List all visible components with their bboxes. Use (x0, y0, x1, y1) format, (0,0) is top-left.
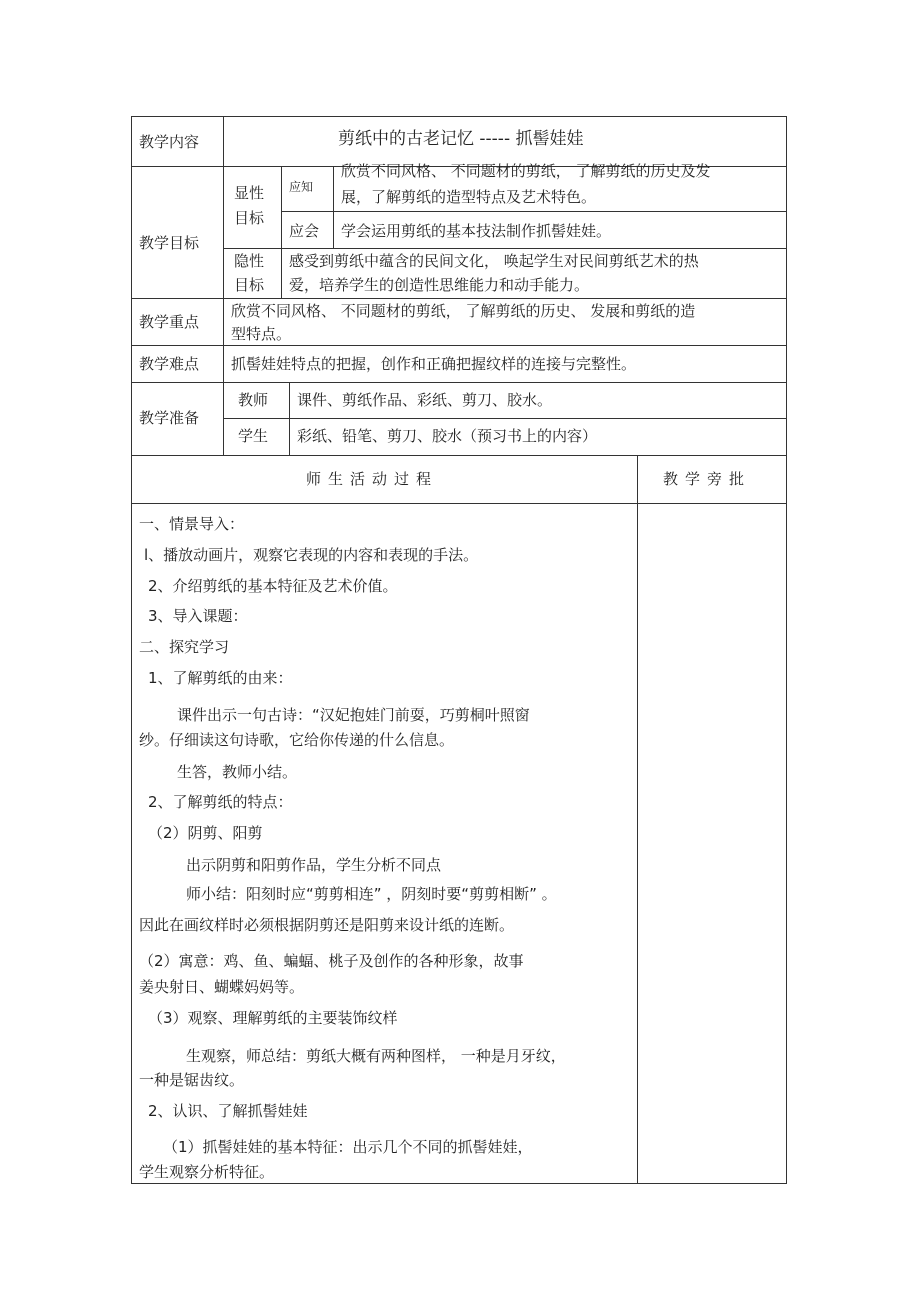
rule (333, 166, 334, 248)
process-line: 因此在画纹样时必须根据阴剪还是阳剪来设计纸的连断。 (139, 916, 515, 934)
student-text: 彩纸、铅笔、剪刀、胶水（预习书上的内容） (297, 427, 598, 445)
teacher-label: 教师 (238, 391, 269, 409)
process-line: 纱。仔细读这句诗歌，它给你传递的什么信息。 (139, 731, 455, 749)
process-line: 出示阴剪和阳剪作品，学生分析不同点 (186, 856, 442, 874)
rule (281, 248, 282, 298)
know-text: 展，了解剪纸的造型特点及艺术特色。 (341, 188, 597, 206)
rule (131, 345, 787, 346)
teacher-text: 课件、剪纸作品、彩纸、剪刀、胶水。 (297, 391, 553, 409)
process-line: l、播放动画片，观察它表现的内容和表现的手法。 (144, 546, 479, 564)
implicit-text: 爱，培养学生的创造性思维能力和动手能力。 (289, 276, 590, 294)
difficulties-label: 教学难点 (139, 355, 200, 373)
lesson-title: 剪纸中的古老记忆 ----- 抓髻娃娃 (338, 129, 584, 149)
explicit-label: 显性 (234, 184, 265, 202)
rule (131, 298, 787, 299)
process-line: 生答，教师小结。 (177, 763, 298, 781)
rule (281, 166, 282, 248)
can-text: 学会运用剪纸的基本技法制作抓髻娃娃。 (341, 222, 612, 240)
know-text: 欣赏不同风格、 不同题材的剪纸， 了解剪纸的历史及发 (341, 162, 711, 180)
process-line: 2、介绍剪纸的基本特征及艺术价值。 (148, 577, 398, 595)
rule (289, 382, 290, 455)
implicit-label: 隐性 (234, 252, 265, 270)
explicit-label: 目标 (234, 209, 265, 227)
difficulties-text: 抓髻娃娃特点的把握，创作和正确把握纹样的连接与完整性。 (231, 355, 637, 373)
rule (131, 116, 132, 1184)
process-line: （2）阴剪、阳剪 (148, 824, 263, 842)
process-line: 二、探究学习 (139, 638, 230, 656)
rule (223, 116, 224, 455)
process-line: 一种是锯齿纹。 (139, 1071, 245, 1089)
process-line: 1、了解剪纸的由来： (148, 669, 293, 687)
rule (281, 211, 787, 212)
rule (131, 455, 787, 456)
know-label: 应知 (289, 180, 314, 194)
process-line: 课件出示一句古诗：“汉妃抱娃门前耍，巧剪桐叶照窗 (177, 706, 530, 724)
process-line: 师小结：阳刻时应“剪剪相连” ，阴刻时要“剪剪相断” 。 (186, 885, 557, 903)
process-line: 生观察，师总结：剪纸大概有两种图样， 一种是月牙纹， (186, 1047, 566, 1065)
content-label: 教学内容 (139, 133, 200, 151)
side-notes-column (638, 504, 786, 1183)
rule (131, 116, 787, 117)
implicit-text: 感受到剪纸中蕴含的民间文化， 唤起学生对民间剪纸艺术的热 (289, 252, 699, 270)
process-line: 姜央射日、蝴蝶妈妈等。 (139, 978, 305, 996)
rule (786, 116, 787, 1184)
rule (223, 418, 787, 419)
process-line: （2）寓意：鸡、鱼、蝙蝠、桃子及创作的各种形象，故事 (139, 952, 524, 970)
process-line: （3）观察、理解剪纸的主要装饰纹样 (148, 1009, 398, 1027)
process-line: 2、了解剪纸的特点： (148, 793, 293, 811)
key-points-label: 教学重点 (139, 313, 200, 331)
process-header: 师生活动过程 (306, 470, 439, 488)
key-points-text: 型特点。 (231, 325, 292, 343)
can-label: 应会 (289, 222, 320, 240)
objectives-label: 教学目标 (139, 234, 200, 252)
preparation-label: 教学准备 (139, 409, 200, 427)
process-line: 一、情景导入： (139, 515, 245, 533)
process-line: 2、认识、了解抓髻娃娃 (148, 1102, 308, 1120)
student-label: 学生 (238, 427, 269, 445)
process-line: 学生观察分析特征。 (139, 1163, 275, 1181)
rule (223, 248, 787, 249)
process-line: 3、导入课题： (148, 607, 248, 625)
rule (131, 1183, 787, 1184)
process-line: （1）抓髻娃娃的基本特征：出示几个不同的抓髻娃娃， (163, 1138, 533, 1156)
implicit-label: 目标 (234, 276, 265, 294)
side-notes-header: 教学旁批 (663, 470, 752, 488)
rule (131, 382, 787, 383)
key-points-text: 欣赏不同风格、 不同题材的剪纸， 了解剪纸的历史、 发展和剪纸的造 (231, 302, 696, 320)
